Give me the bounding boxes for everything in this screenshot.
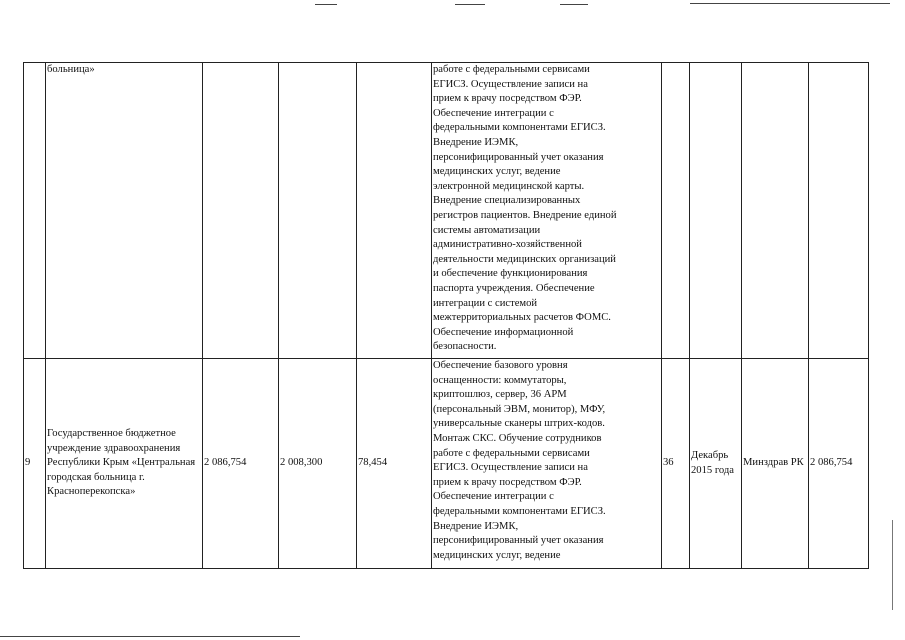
description-line: прием к врачу посредством ФЭР.: [433, 476, 582, 488]
description-line: работе с федеральными сервисами: [433, 447, 590, 459]
organization-name-cell: [46, 63, 203, 359]
amount-2-cell: [357, 359, 432, 569]
final-amount-cell: [809, 359, 869, 569]
table-row-9: [24, 359, 869, 569]
deadline-cell: [690, 359, 742, 569]
description-line: медицинских услуг, ведение: [433, 166, 561, 178]
quantity-value: 36: [663, 457, 674, 469]
amount-1-cell: [279, 359, 357, 569]
total-value: 2 086,754: [204, 457, 247, 469]
amount-2-value: 78,454: [358, 457, 388, 469]
final-amount-cell: [809, 63, 869, 359]
bottom-scan-line: [0, 636, 300, 637]
responsible-cell: [742, 359, 809, 569]
description-line: оснащенности: коммутаторы,: [433, 374, 567, 386]
description-line: Обеспечение базового уровня: [433, 360, 568, 371]
organization-name-cell: [46, 359, 203, 569]
description-line: медицинских услуг, ведение: [433, 549, 561, 561]
description-cell: [432, 63, 662, 359]
funding-table: [23, 62, 869, 569]
total-cell: [203, 359, 279, 569]
description-line: Внедрение ИЭМК,: [433, 136, 519, 148]
description-line: Внедрение ИЭМК,: [433, 520, 519, 532]
top-scan-line: [690, 3, 890, 4]
top-scan-line: [560, 4, 588, 5]
quantity-cell: [662, 63, 690, 359]
description-line: административно-хозяйственной: [433, 239, 582, 251]
organization-name: Государственное бюджетное учреждение здравоохранения Республики Крым «Центральная городская больница г. Красноперекопска»: [47, 428, 196, 498]
description-line: ЕГИСЗ. Осуществление записи на: [433, 78, 588, 90]
responsible-value: Минздрав РК: [743, 457, 804, 469]
description-line: Обеспечение интеграции с: [433, 491, 554, 503]
description-line: прием к врачу посредством ФЭР.: [433, 93, 582, 105]
amount-1-cell: [279, 63, 357, 359]
amount-2-cell: [357, 63, 432, 359]
top-scan-line: [315, 4, 337, 5]
description-line: Внедрение специализированных: [433, 195, 581, 207]
description-line: персонифицированный учет оказания: [433, 535, 604, 547]
description-line: системы автоматизации: [433, 224, 541, 236]
description-cell: [432, 359, 662, 569]
description-line: межтерриториальных расчетов ФОМС.: [433, 312, 611, 324]
description-line: Обеспечение интеграции с: [433, 107, 554, 119]
amount-1-value: 2 008,300: [280, 457, 323, 469]
total-cell: [203, 63, 279, 359]
description-line: интеграции с системой: [433, 297, 538, 309]
description-line: работе с федеральными сервисами: [433, 64, 590, 75]
description-line: федеральными компонентами ЕГИСЗ.: [433, 122, 606, 134]
description-line: Монтаж СКС. Обучение сотрудников: [433, 432, 602, 444]
quantity-cell: [662, 359, 690, 569]
description-line: персонифицированный учет оказания: [433, 151, 604, 163]
description-line: и обеспечение функционирования: [433, 268, 588, 280]
description-line: универсальные сканеры штрих-кодов.: [433, 418, 605, 430]
responsible-cell: [742, 63, 809, 359]
description-line: федеральными компонентами ЕГИСЗ.: [433, 505, 606, 517]
number-cell: [24, 359, 46, 569]
right-edge-mark: [892, 520, 893, 610]
deadline-value: Декабрь 2015 года: [691, 449, 735, 476]
description-line: криптошлюз, сервер, 36 АРМ: [433, 389, 567, 401]
description-line: ЕГИСЗ. Осуществление записи на: [433, 462, 588, 474]
table-row-continued: [24, 63, 869, 359]
row-number: 9: [25, 457, 31, 469]
description-line: деятельности медицинских организаций: [433, 253, 616, 265]
description-line: Обеспечение информационной: [433, 326, 574, 338]
description-line: электронной медицинской карты.: [433, 180, 585, 192]
description-line: паспорта учреждения. Обеспечение: [433, 282, 595, 294]
top-scan-line: [455, 4, 485, 5]
description-line: безопасности.: [433, 341, 497, 353]
final-amount-value: 2 086,754: [810, 457, 853, 469]
deadline-cell: [690, 63, 742, 359]
description-line: (персональный ЭВМ, монитор), МФУ,: [433, 403, 606, 415]
organization-name: больница»: [47, 64, 95, 75]
number-cell: [24, 63, 46, 359]
description-line: регистров пациентов. Внедрение единой: [433, 209, 617, 221]
